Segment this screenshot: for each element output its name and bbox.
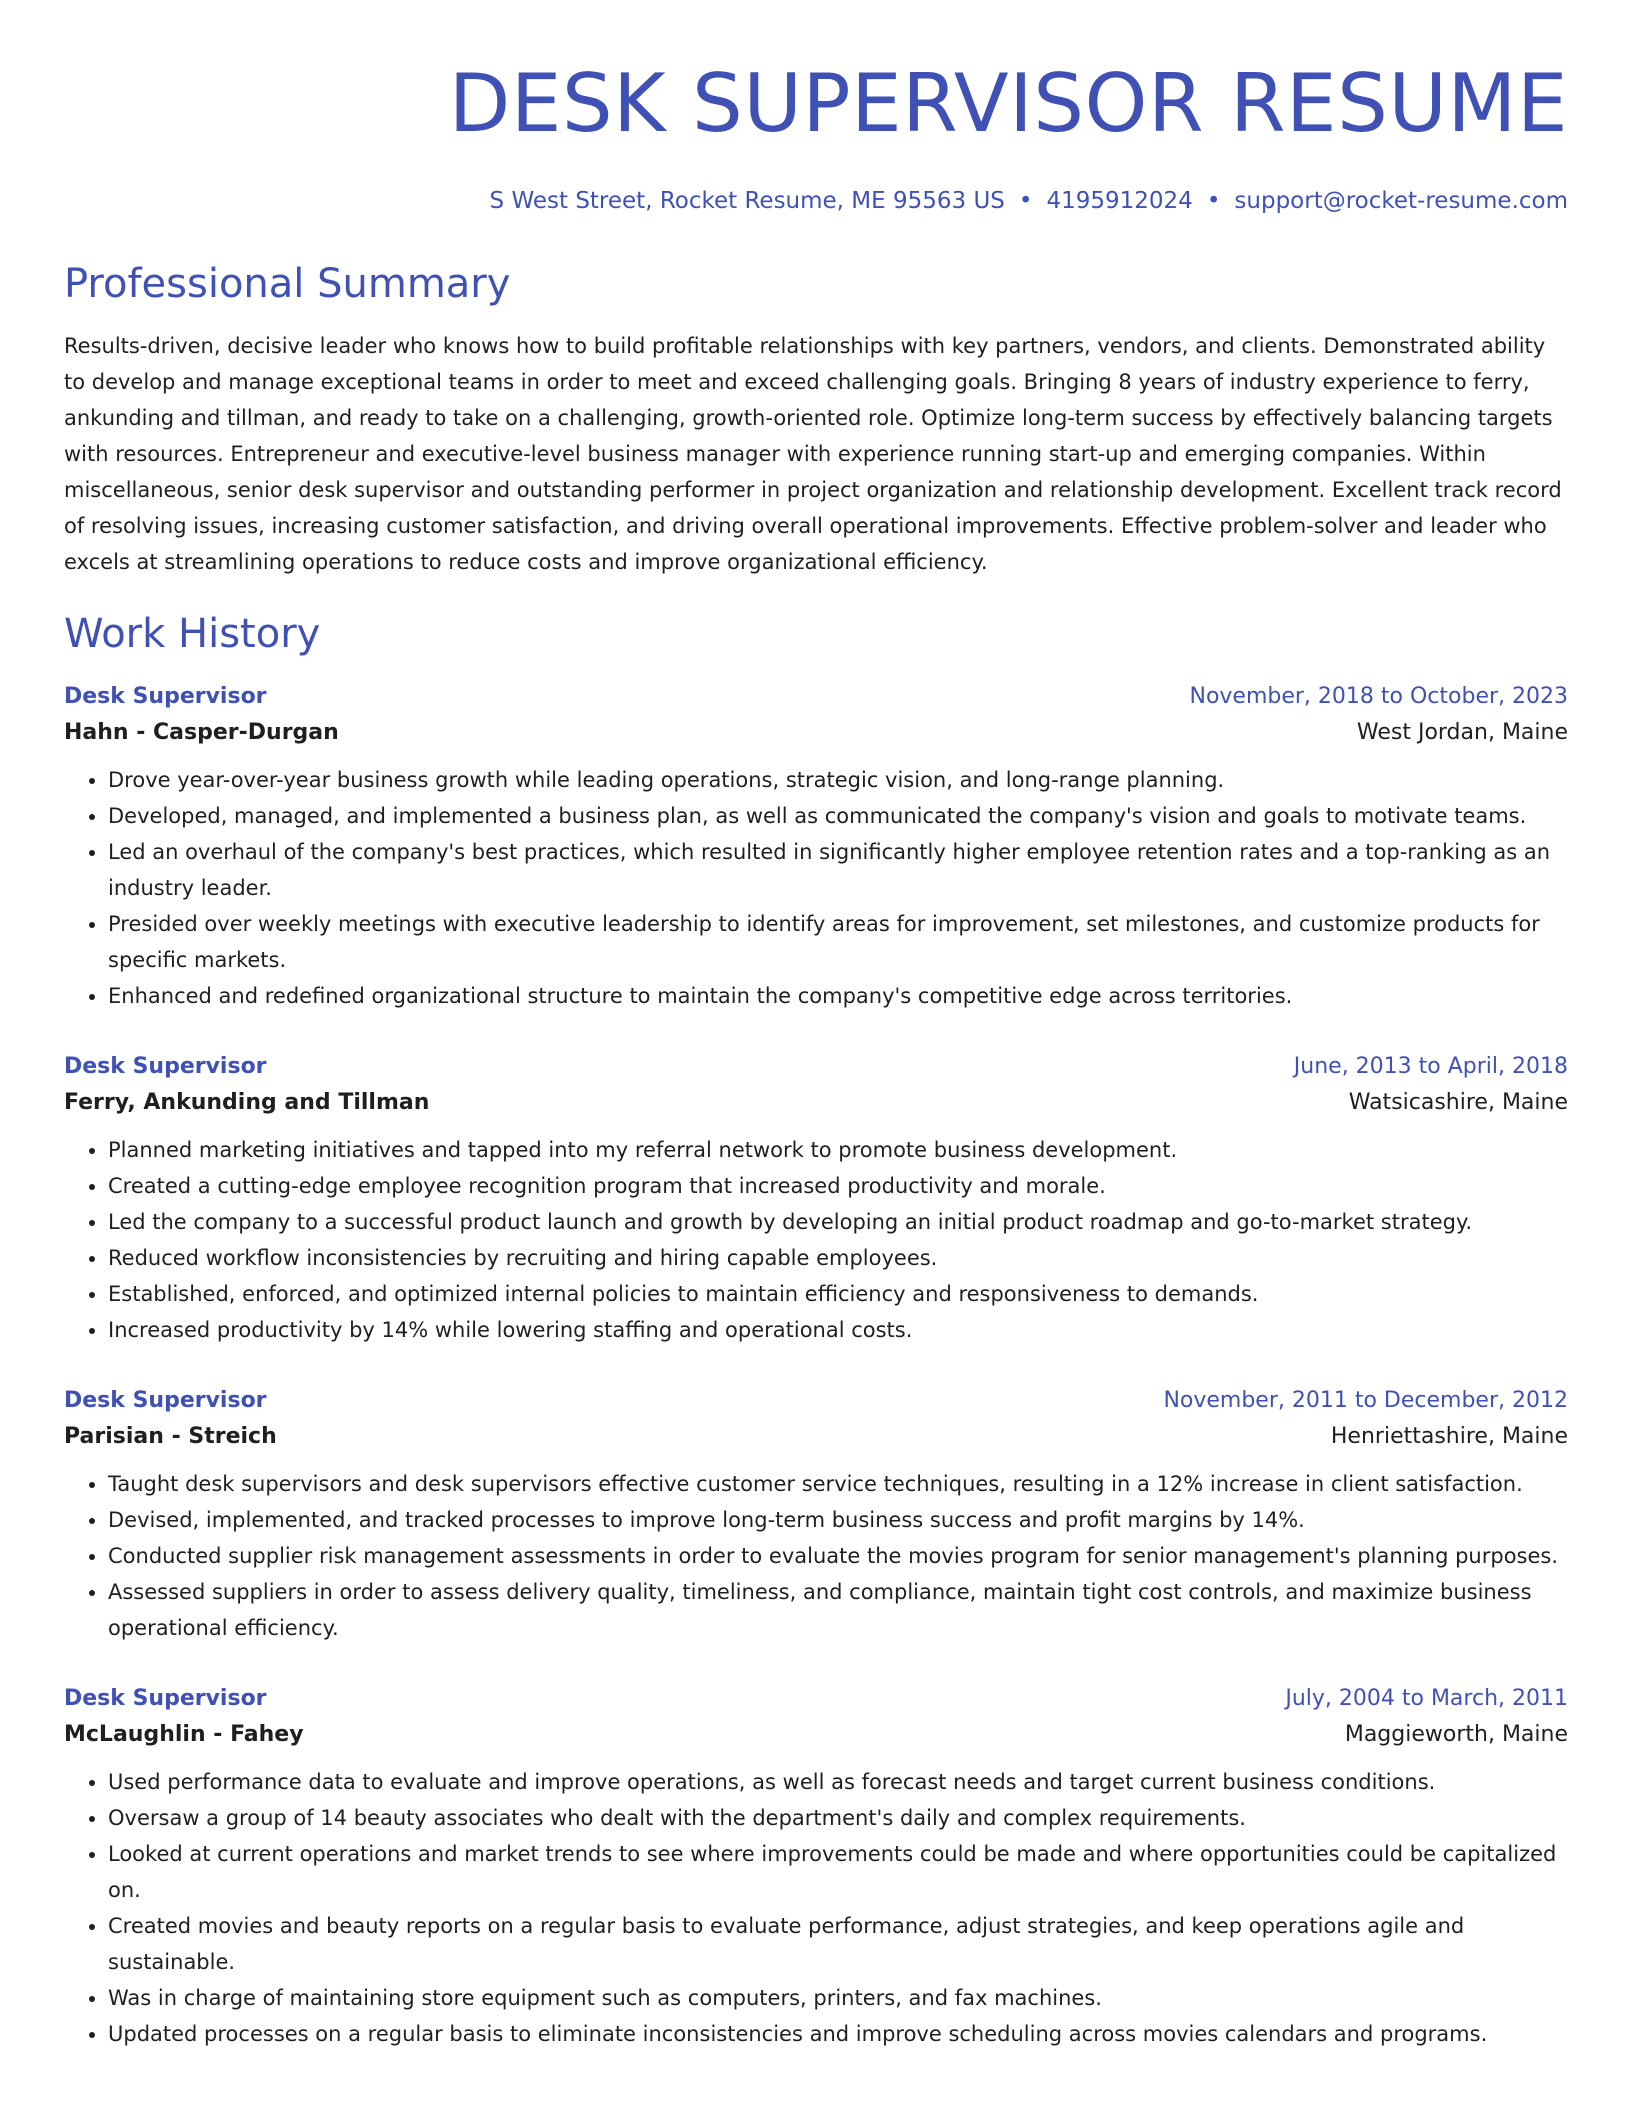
job-bullet: • Updated processes on a regular basis to eliminate inconsistencies and improve scheduling across movies calendars and programs. — [108, 2016, 1568, 2052]
job-header-row — [64, 680, 1568, 714]
job-dates: July, 2004 to March, 2011 — [1285, 1686, 1568, 1711]
job-bullet: • Increased productivity by 14% while lowering staffing and operational costs. — [108, 1312, 1568, 1348]
job-bullet: • Led the company to a successful product launch and growth by developing an initial product roadmap and go-to-market strategy. — [108, 1204, 1568, 1240]
job-bullet: • Created a cutting-edge employee recognition program that increased productivity and morale. — [108, 1168, 1568, 1204]
job-header-row — [64, 1050, 1568, 1084]
job-entry — [64, 1384, 1568, 1646]
job-company: Hahn - Casper-Durgan — [64, 720, 339, 745]
contact-separator: • — [1018, 188, 1033, 214]
summary-heading: Professional Summary — [64, 261, 511, 307]
job-company-row — [64, 1716, 1568, 1754]
job-dates: November, 2011 to December, 2012 — [1163, 1388, 1568, 1413]
contact-line — [64, 186, 1568, 216]
job-location: Henriettashire, Maine — [1330, 1424, 1568, 1449]
job-bullet-list — [64, 762, 1568, 1014]
job-company: Parisian - Streich — [64, 1424, 277, 1449]
job-bullet: • Devised, implemented, and tracked processes to improve long-term business success and profit margins by 14%. — [108, 1502, 1568, 1538]
job-bullet: • Conducted supplier risk management assessments in order to evaluate the movies program for senior management's planning purposes. — [108, 1538, 1568, 1574]
job-bullet: • Taught desk supervisors and desk supervisors effective customer service techniques, resulting in a 12% increase in client satisfaction. — [108, 1466, 1568, 1502]
job-dates: November, 2018 to October, 2023 — [1189, 684, 1568, 709]
job-entry — [64, 680, 1568, 1014]
job-bullet: • Assessed suppliers in order to assess delivery quality, timeliness, and compliance, maintain tight cost controls, and maximize business operational efficiency. — [108, 1574, 1568, 1646]
job-bullet: • Used performance data to evaluate and improve operations, as well as forecast needs and target current business conditions. — [108, 1764, 1568, 1800]
job-bullet-list — [64, 1132, 1568, 1348]
job-bullet-list — [64, 1466, 1568, 1646]
job-title: Desk Supervisor — [64, 1388, 267, 1413]
job-bullet: • Established, enforced, and optimized internal policies to maintain efficiency and responsiveness to demands. — [108, 1276, 1568, 1312]
job-bullet: • Created movies and beauty reports on a regular basis to evaluate performance, adjust strategies, and keep operations agile and sustainable. — [108, 1908, 1568, 1980]
job-bullet: • Presided over weekly meetings with executive leadership to identify areas for improvement, set milestones, and customize products for specific markets. — [108, 906, 1568, 978]
job-entry — [64, 1682, 1568, 2052]
job-header-row — [64, 1682, 1568, 1716]
job-location: Maggieworth, Maine — [1344, 1722, 1568, 1747]
job-bullet: • Led an overhaul of the company's best practices, which resulted in significantly higher employee retention rates and a top-ranking as an industry leader. — [108, 834, 1568, 906]
job-title: Desk Supervisor — [64, 1054, 267, 1079]
job-location: Watsicashire, Maine — [1348, 1090, 1568, 1115]
work-history-list — [64, 680, 1568, 2052]
summary-text: Results-driven, decisive leader who knows how to build profitable relationships with key partners, vendors, and clients. Demonstrated ability to develop and manage exceptional teams in order to meet and exceed challenging goals. Bringing 8 years of industry experience to ferry, ankunding and tillman, and ready to take on a challenging, growth-oriented role. Optimize long-term success by effectively balancing targets with resources. Entrepreneur and executive-level business manager with experience running start-up and emerging companies. Within miscellaneous, senior desk supervisor and outstanding performer in project organization and relationship development. Excellent track record of resolving issues, increasing customer satisfaction, and driving overall operational improvements. Effective problem-solver and leader who excels at streamlining operations to reduce costs and improve organizational efficiency. — [64, 334, 1562, 574]
job-header-row — [64, 1384, 1568, 1418]
job-bullet: • Looked at current operations and market trends to see where improvements could be made and where opportunities could be capitalized on. — [108, 1836, 1568, 1908]
job-title: Desk Supervisor — [64, 1686, 267, 1711]
job-bullet: • Oversaw a group of 14 beauty associates who dealt with the department's daily and complex requirements. — [108, 1800, 1568, 1836]
job-bullet: • Enhanced and redefined organizational structure to maintain the company's competitive edge across territories. — [108, 978, 1568, 1014]
job-bullet: • Was in charge of maintaining store equipment such as computers, printers, and fax machines. — [108, 1980, 1568, 2016]
job-location: West Jordan, Maine — [1356, 720, 1568, 745]
job-company: McLaughlin - Fahey — [64, 1722, 304, 1747]
work-history-heading: Work History — [64, 611, 321, 657]
job-entry — [64, 1050, 1568, 1348]
job-bullet: • Drove year-over-year business growth while leading operations, strategic vision, and long-range planning. — [108, 762, 1568, 798]
job-bullet: • Developed, managed, and implemented a business plan, as well as communicated the company's vision and goals to motivate teams. — [108, 798, 1568, 834]
resume-page — [64, 0, 1568, 2112]
job-bullet: • Reduced workflow inconsistencies by recruiting and hiring capable employees. — [108, 1240, 1568, 1276]
job-company-row — [64, 1084, 1568, 1122]
job-dates: June, 2013 to April, 2018 — [1293, 1054, 1568, 1079]
contact-phone: 4195912024 — [1046, 188, 1193, 214]
job-company-row — [64, 714, 1568, 752]
contact-email: support@rocket-resume.com — [1234, 188, 1568, 214]
job-company-row — [64, 1418, 1568, 1456]
contact-address: S West Street, Rocket Resume, ME 95563 US — [489, 188, 1005, 214]
job-bullet-list — [64, 1764, 1568, 2052]
job-bullet: • Planned marketing initiatives and tapped into my referral network to promote business development. — [108, 1132, 1568, 1168]
job-title: Desk Supervisor — [64, 684, 267, 709]
job-company: Ferry, Ankunding and Tillman — [64, 1090, 430, 1115]
resume-title: DESK SUPERVISOR RESUME — [448, 57, 1568, 150]
contact-separator: • — [1206, 188, 1221, 214]
